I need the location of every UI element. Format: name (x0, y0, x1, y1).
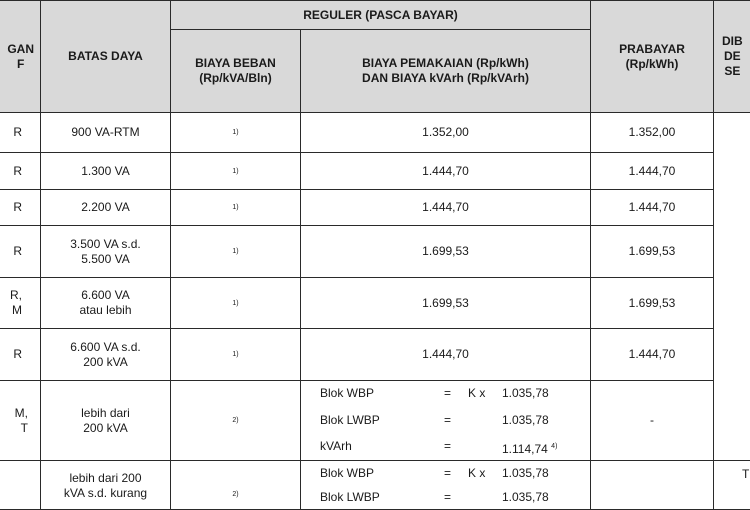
row4-pemakaian: 1.699,53 (300, 225, 591, 278)
row5-prabayar: 1.699,53 (590, 277, 714, 329)
row7-blok-lwbp-eq: = (444, 413, 452, 427)
row7-blok-wbp-k: K x (468, 386, 486, 400)
header-biaya-pemakaian: BIAYA PEMAKAIAN (Rp/kWh) DAN BIAYA kVArh (Rp/kVArh) (300, 29, 591, 113)
row4-beban: 1) (170, 225, 301, 278)
row2-batas-daya: 1.300 VA (40, 152, 171, 190)
row6-golongan: R (0, 328, 41, 381)
row4-batas-daya: 3.500 VA s.d. 5.500 VA (40, 225, 171, 278)
row7-kvarh-eq: = (444, 439, 452, 453)
header-reguler: REGULER (PASCA BAYAR) (170, 0, 591, 30)
row4-golongan: R (0, 225, 41, 278)
header-golongan: GAN F (0, 0, 41, 113)
row6-beban: 1) (170, 328, 301, 381)
row1-beban: 1) (170, 112, 301, 153)
row3-golongan: R (0, 189, 41, 226)
row8-blok-wbp-label: Blok WBP (320, 466, 375, 480)
row8-beban: 2) (170, 460, 301, 510)
row6-batas-daya: 6.600 VA s.d. 200 kVA (40, 328, 171, 381)
row2-prabayar: 1.444,70 (590, 152, 714, 190)
row1-pemakaian: 1.352,00 (300, 112, 591, 153)
row8-prabayar (590, 460, 714, 510)
row8-blok-lwbp-label: Blok LWBP (320, 490, 380, 504)
row8-blok-wbp-k: K x (468, 466, 486, 480)
row7-blok-lwbp-label: Blok LWBP (320, 413, 380, 427)
row7-blok-lwbp-value: 1.035,78 (502, 413, 549, 427)
last-col-merged-cell (713, 112, 750, 461)
row8-blok-lwbp-eq: = (444, 490, 452, 504)
row3-prabayar: 1.444,70 (590, 189, 714, 226)
header-biaya-beban: BIAYA BEBAN (Rp/kVA/Bln) (170, 29, 301, 113)
row1-batas-daya: 900 VA-RTM (40, 112, 171, 153)
row2-pemakaian: 1.444,70 (300, 152, 591, 190)
row1-prabayar: 1.352,00 (590, 112, 714, 153)
row5-pemakaian: 1.699,53 (300, 277, 591, 329)
row7-kvarh-label: kVArh (320, 439, 352, 453)
row7-batas-daya: lebih dari 200 kVA (40, 380, 171, 461)
row5-batas-daya: 6.600 VA atau lebih (40, 277, 171, 329)
row8-batas-daya: lebih dari 200 kVA s.d. kurang (40, 460, 171, 510)
header-last-col: DIB DE SE (713, 0, 750, 113)
row5-golongan: R, M (0, 277, 41, 329)
header-batas-daya: BATAS DAYA (40, 0, 171, 113)
row8-last-col: T (713, 460, 750, 510)
row4-prabayar: 1.699,53 (590, 225, 714, 278)
row3-pemakaian: 1.444,70 (300, 189, 591, 226)
header-prabayar: PRABAYAR (Rp/kWh) (590, 0, 714, 113)
row7-blok-wbp-value: 1.035,78 (502, 386, 549, 400)
row1-golongan: R (0, 112, 41, 153)
row7-prabayar: - (590, 380, 714, 461)
row8-blok-wbp-eq: = (444, 466, 452, 480)
row6-prabayar: 1.444,70 (590, 328, 714, 381)
row7-blok-wbp-label: Blok WBP (320, 386, 375, 400)
row7-beban: 2) (170, 380, 301, 461)
row3-batas-daya: 2.200 VA (40, 189, 171, 226)
row7-blok-wbp-eq: = (444, 386, 452, 400)
row7-golongan: M, T (0, 380, 41, 461)
row2-beban: 1) (170, 152, 301, 190)
row7-kvarh-value: 1.114,74 $^{4)}$ (502, 442, 558, 456)
row8-golongan (0, 460, 41, 510)
row3-beban: 1) (170, 189, 301, 226)
row5-beban: 1) (170, 277, 301, 329)
row2-golongan: R (0, 152, 41, 190)
row8-blok-wbp-value: 1.035,78 (502, 466, 549, 480)
row6-pemakaian: 1.444,70 (300, 328, 591, 381)
row8-blok-lwbp-value: 1.035,78 (502, 490, 549, 504)
